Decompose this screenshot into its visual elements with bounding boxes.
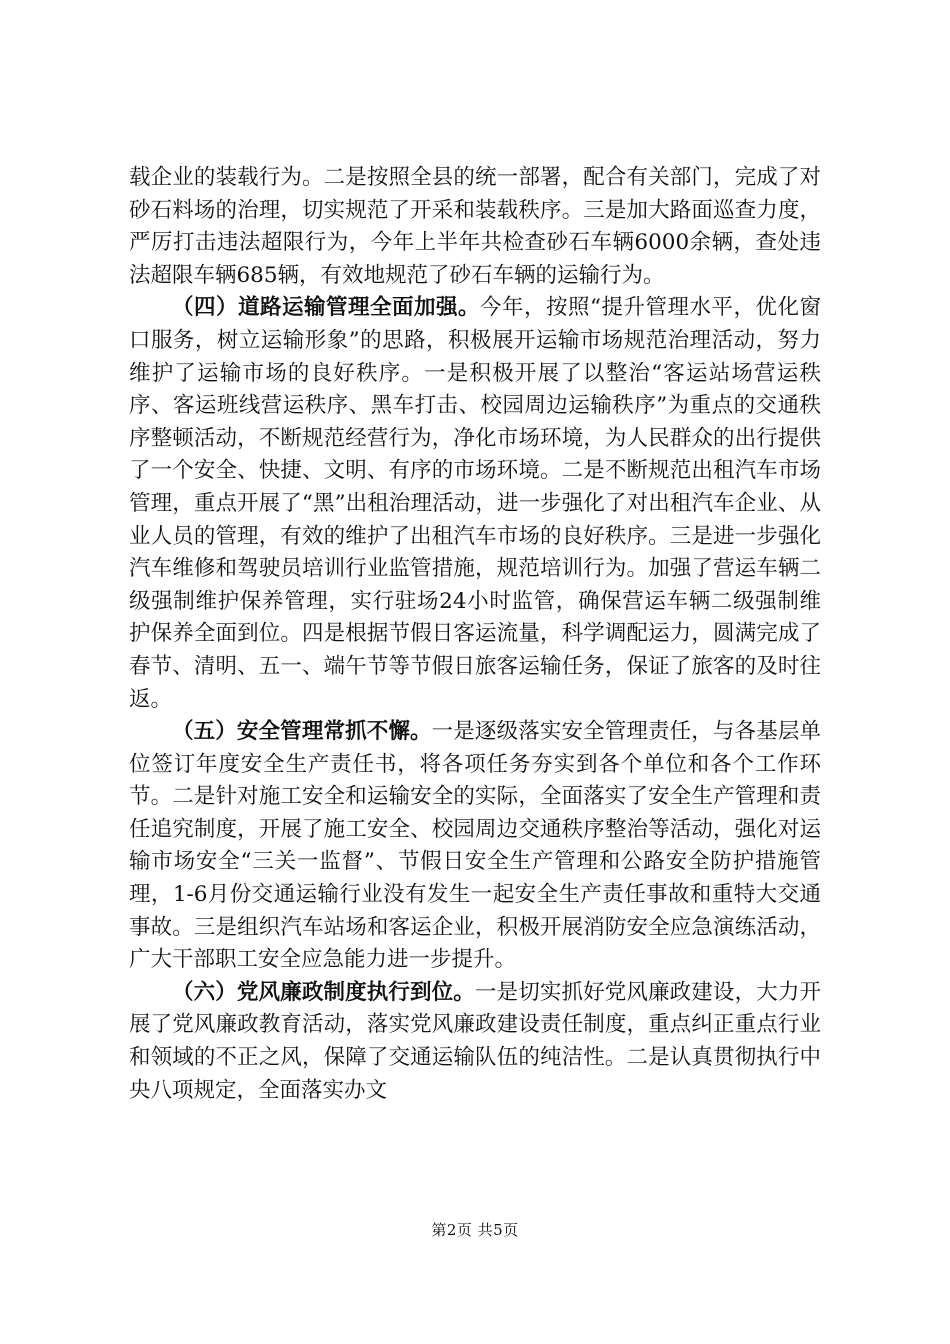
paragraph-text: 一是逐级落实安全管理责任，与各基层单位签订年度安全生产责任书，将各项任务夯实到各个单位和各个工作环节。二是针对施工安全和运输安全的实际，全面落实了安全生产管理和责任追究制度，开展了施工安全、校园周边交通秩序整治等活动，强化对运输市场安全“三关一监督”、节假日安全生产管理和公路安全防护措施管理，1-6月份交通运输行业没有发生一起安全生产责任事故和重特大交通事故。三是组织汽车站场和客运企业，积极开展消防安全应急演练活动，广大干部职工安全应急能力进一步提升。 <box>129 719 821 973</box>
paragraph-text: 载企业的装载行为。二是按照全县的统一部署，配合有关部门，完成了对砂石料场的治理，切实规范了开采和装载秩序。三是加大路面巡查力度，严厉打击违法超限行为，今年上半年共检查砂石车辆6000余辆，查处违法超限车辆685辆，有效地规范了砂石车辆的运输行为。 <box>129 165 821 288</box>
paragraph-text: 今年，按照“提升管理水平，优化窗口服务，树立运输形象”的思路，积极展开运输市场规范治理活动，努力维护了运输市场的良好秩序。一是积极开展了以整治“客运站场营运秩序、客运班线营运秩序、黑车打击、校园周边运输秩序”为重点的交通秩序整顿活动，不断规范经营行为，净化市场环境，为人民群众的出行提供了一个安全、快捷、文明、有序的市场环境。二是不断规范出租汽车市场管理，重点开展了“黑”出租治理活动，进一步强化了对出租汽车企业、从业人员的管理，有效的维护了出租汽车市场的良好秩序。三是进一步强化汽车维修和驾驶员培训行业监管措施，规范培训行为。加强了营运车辆二级强制维护保养管理，实行驻场24小时监管，确保营运车辆二级强制维护保养全面到位。四是根据节假日客运流量，科学调配运力，圆满完成了春节、清明、五一、端午节等节假日旅客运输任务，保证了旅客的及时往返。 <box>129 295 821 712</box>
paragraph-party-conduct <box>129 977 821 1107</box>
paragraph-text: 一是切实抓好党风廉政建设，大力开展了党风廉政教育活动，落实党风廉政建设责任制度，重点纠正重点行业和领域的不正之风，保障了交通运输队伍的纯洁性。二是认真贯彻执行中央八项规定，全面落实办文 <box>129 979 821 1103</box>
paragraph-continuation <box>129 162 821 292</box>
section-heading: （四）道路运输管理全面加强。 <box>172 295 480 321</box>
document-body <box>129 162 821 1107</box>
section-heading: （五）安全管理常抓不懈。 <box>172 719 432 745</box>
page-footer: 第2页 共5页 <box>431 1221 519 1239</box>
paragraph-safety-management <box>129 716 821 977</box>
paragraph-road-transport <box>129 292 821 716</box>
section-heading: （六）党风廉政制度执行到位。 <box>172 979 475 1005</box>
